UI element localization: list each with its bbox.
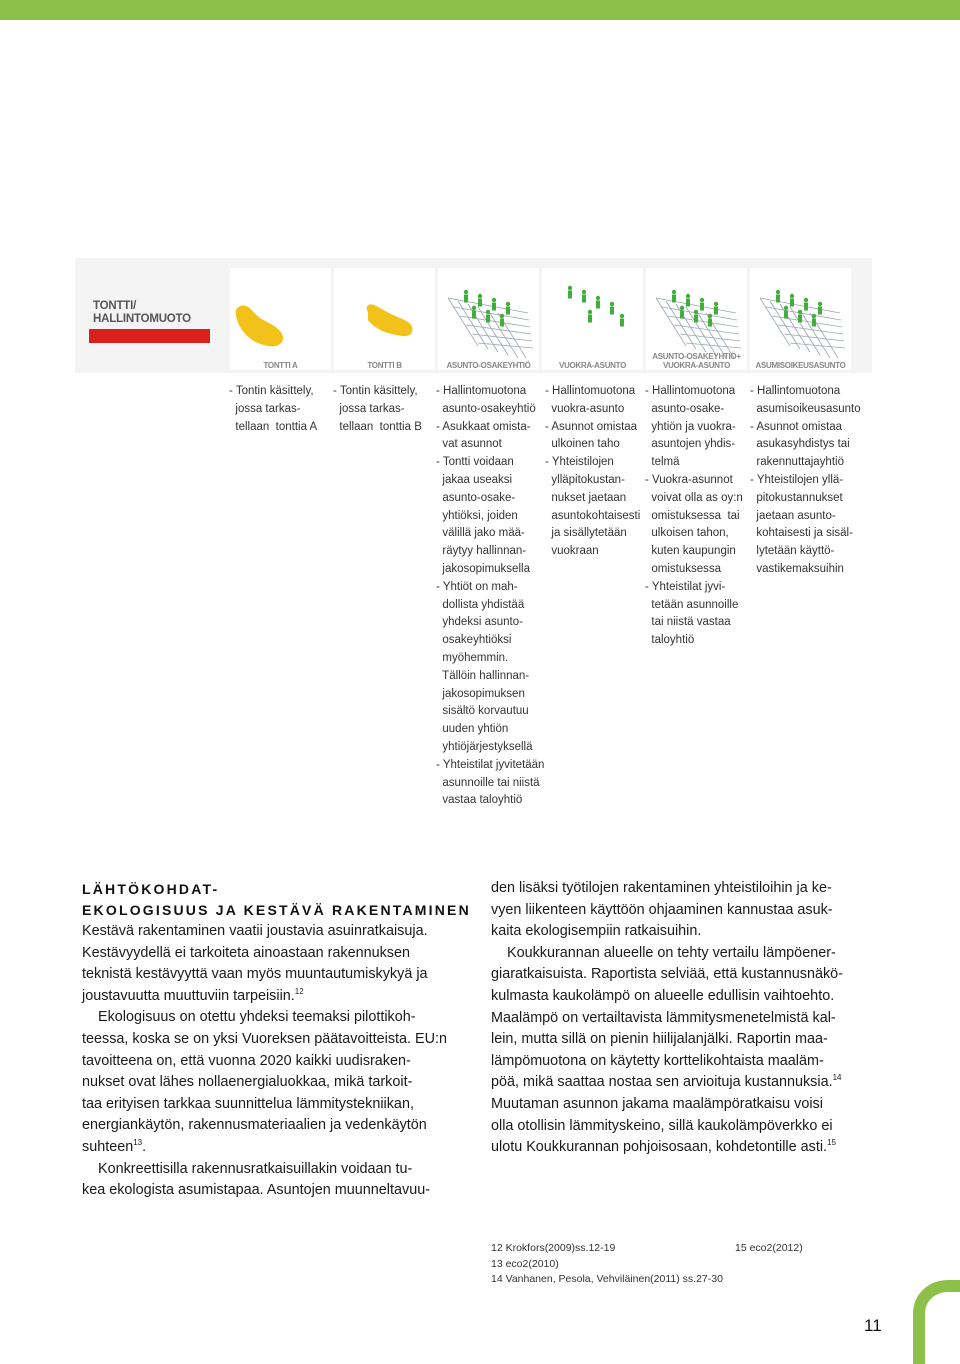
- column-asumisoikeusasunto: - Hallintomuotona asumisoikeusasunto - Asunnot omistaa asukasyhdistys tai rakennuttajayhtiö - Yhteistilojen yllä- pitokustannukset jaetaan asunto- kohtaisesti ja sisäl- lytetään käyttö- vastikemaksuihin: [750, 385, 861, 575]
- person-icon: [790, 294, 794, 307]
- person-icon: [798, 310, 802, 323]
- person-icon: [582, 290, 586, 303]
- person-icon: [700, 298, 704, 311]
- paragraph: Muutaman asunnon jakama maalämpöratkaisu voisi olla otollisin lämmityskeino, sillä kaukolämpöverkko ei ulotu Koukkurannan pohjoisosaan, kohdetontille asti.: [491, 1095, 833, 1156]
- person-icon: [680, 306, 684, 319]
- column-asunto-osakeyhtio-vuokra: - Hallintomuotona asunto-osake- yhtiön ja vuokra- asuntojen yhdis- telmä - Vuokra-asunnot voivat olla as oy:n omistuksessa tai ulkoisen tahon, kuten kaupungin omistuksessa - Yhteistilat jyvi- tetään asunnoille tai niistä vastaa taloyhtiö: [645, 385, 743, 647]
- people-standing-icon: [542, 268, 643, 358]
- paragraph: Ekologisuus on otettu yhdeksi teemaksi pilottikoh- teessa, koska se on yksi Vuoreksen päätavoitteista. EU:n tavoitteena on, että vuonna 2020 kaikki uudisraken- nukset ovat lähes nollaenergialuokkaa, mikä tarkoit- taa erityisen tarkkaa suunnittelua lämmitystekniikan, energiankäytön, rakennusmateriaalien ja vedenkäytön suhteen: [82, 1009, 448, 1155]
- panel-asunto-osakeyhtio-vuokra: [646, 268, 747, 370]
- paragraph: Kestävä rakentaminen vaatii joustavia asuinratkaisuja. Kestävyydellä ei tarkoiteta ainoastaan rakennuksen teknistä kestävyyttä vaan myös muuntautumiskykyä ja joustavuutta muuttuviin tarpeisiin.: [82, 923, 428, 1004]
- people-on-grid-icon: [750, 268, 851, 358]
- person-icon: [714, 302, 718, 315]
- person-icon: [492, 298, 496, 311]
- page-number: 11: [864, 1316, 882, 1335]
- person-icon: [486, 310, 490, 323]
- person-icon: [506, 302, 510, 315]
- person-icon: [596, 296, 600, 309]
- person-icon: [500, 314, 504, 327]
- corner-hook-decoration: [905, 1280, 960, 1364]
- person-icon: [464, 290, 468, 303]
- person-icon: [620, 314, 624, 327]
- person-icon: [804, 298, 808, 311]
- grid-plane: [760, 298, 845, 358]
- panel-label: ASUMISOIKEUSASUNTO: [755, 361, 846, 370]
- person-icon: [708, 314, 712, 327]
- person-icon: [784, 306, 788, 319]
- panel-label: ASUNTO-OSAKEYHTIÖ: [446, 361, 531, 370]
- footnote: 14 Vanhanen, Pesola, Vehviläinen(2011) ss.27-30: [491, 1273, 723, 1286]
- column-vuokra-asunto: - Hallintomuotona vuokra-asunto - Asunnot omistaa ulkoinen taho - Yhteistilojen ylläpitokustan- nukset jaetaan asuntokohtaisesti ja sisällytetään vuokraan: [545, 385, 641, 558]
- people-on-grid-icon: [438, 268, 539, 358]
- people-on-grid-icon: [646, 268, 747, 358]
- panel-tontti-a: [230, 268, 331, 370]
- column-tontti-b: - Tontin käsittely, jossa tarkas- tellaan tonttia B: [333, 385, 422, 433]
- top-accent-bar: [0, 0, 960, 20]
- footnotes: [491, 1241, 723, 1288]
- paragraph: den lisäksi työtilojen rakentaminen yhteistiloihin ja ke- vyen liikenteen käyttöön ohjaaminen kannustaa asuk- kaita ekologisempiin ratkaisuihin.: [491, 880, 833, 940]
- grid-plane: [656, 298, 741, 358]
- paragraph: Koukkurannan alueelle on tehty vertailu lämpöener- giaratkaisuista. Raportista selviää, että kustannusnäkö- kulmasta kaukolämpö on alueelle edullisin vaihtoehto. Maalämpö on vertailtavista lämmitysmenetelmistä kal- lein, mutta sillä on pienin hiilijalanjälki. Raportin maa- lämpömuotona on käytetty korttelikohtaista maaläm- pöä, mikä saattaa nostaa sen arvioituja kustannuksia.: [491, 944, 843, 1091]
- person-icon: [694, 310, 698, 323]
- panel-label: TONTTI B: [367, 361, 402, 370]
- person-icon: [472, 306, 476, 319]
- figure-title: TONTTI/ HALLINTOMUOTO: [93, 300, 191, 325]
- footnote: 15 eco2(2012): [735, 1242, 803, 1254]
- footnote-ref: 14: [832, 1073, 842, 1083]
- person-icon: [588, 310, 592, 323]
- plot-shape-a-icon: [230, 268, 331, 358]
- panel-asumisoikeusasunto: [750, 268, 851, 370]
- person-icon: [672, 290, 676, 303]
- footnote: 12 Krokfors(2009)ss.12-19: [491, 1242, 616, 1254]
- person-icon: [776, 290, 780, 303]
- left-body-column: [82, 921, 447, 1202]
- plot-shape-b-icon: [334, 268, 435, 358]
- grid-plane: [448, 298, 533, 358]
- footnote-ref: 12: [294, 986, 304, 996]
- column-tontti-a: - Tontin käsittely, jossa tarkas- tellaan tonttia A: [229, 385, 318, 433]
- column-asunto-osakeyhtio: - Hallintomuotona asunto-osakeyhtiö - Asukkaat omista- vat asunnot - Tontti voidaan jakaa useaksi asunto-osake- yhtiöksi, joiden välillä jako mää- räytyy hallinnan- jakosopimuksella - Yhtiöt on mah- dollista yhdistää yhdeksi asunto- osakeyhtiöksi myöhemmin. Tällöin hallinnan- jakosopimuksen sisältö korvautuu uuden yhtiön yhtiöjärjestyksellä - Yhteistilat jyvitetään asunnoille tai niistä vastaa taloyhtiö: [436, 385, 545, 807]
- paragraph: Konkreettisilla rakennusratkaisuillakin voidaan tu- kea ekologista asumistapaa. Asuntojen muunneltavuu-: [82, 1160, 430, 1199]
- figure-title-bar: [89, 329, 210, 343]
- footnote: 13 eco2(2010): [491, 1257, 559, 1270]
- person-icon: [568, 286, 572, 299]
- panel-asunto-osakeyhtio: [438, 268, 539, 370]
- right-body-column: [491, 878, 843, 1159]
- panel-tontti-b: [334, 268, 435, 370]
- paragraph-end: .: [142, 1138, 147, 1155]
- person-icon: [812, 314, 816, 327]
- ownership-figure: [75, 258, 872, 373]
- person-icon: [610, 302, 614, 315]
- panel-vuokra-asunto: [542, 268, 643, 370]
- footnote-ref: 13: [133, 1137, 143, 1147]
- footnote-ref: 15: [827, 1138, 836, 1148]
- person-icon: [818, 302, 822, 315]
- section-heading: LÄHTÖKOHDAT- EKOLOGISUUS JA KESTÄVÄ RAKENTAMINEN: [82, 881, 471, 918]
- person-icon: [478, 294, 482, 307]
- panel-label: ASUNTO-OSAKEYHTIÖ+ VUOKRA-ASUNTO: [652, 352, 741, 370]
- panel-label: VUOKRA-ASUNTO: [558, 361, 627, 370]
- panel-label: TONTTI A: [263, 361, 298, 370]
- person-icon: [686, 294, 690, 307]
